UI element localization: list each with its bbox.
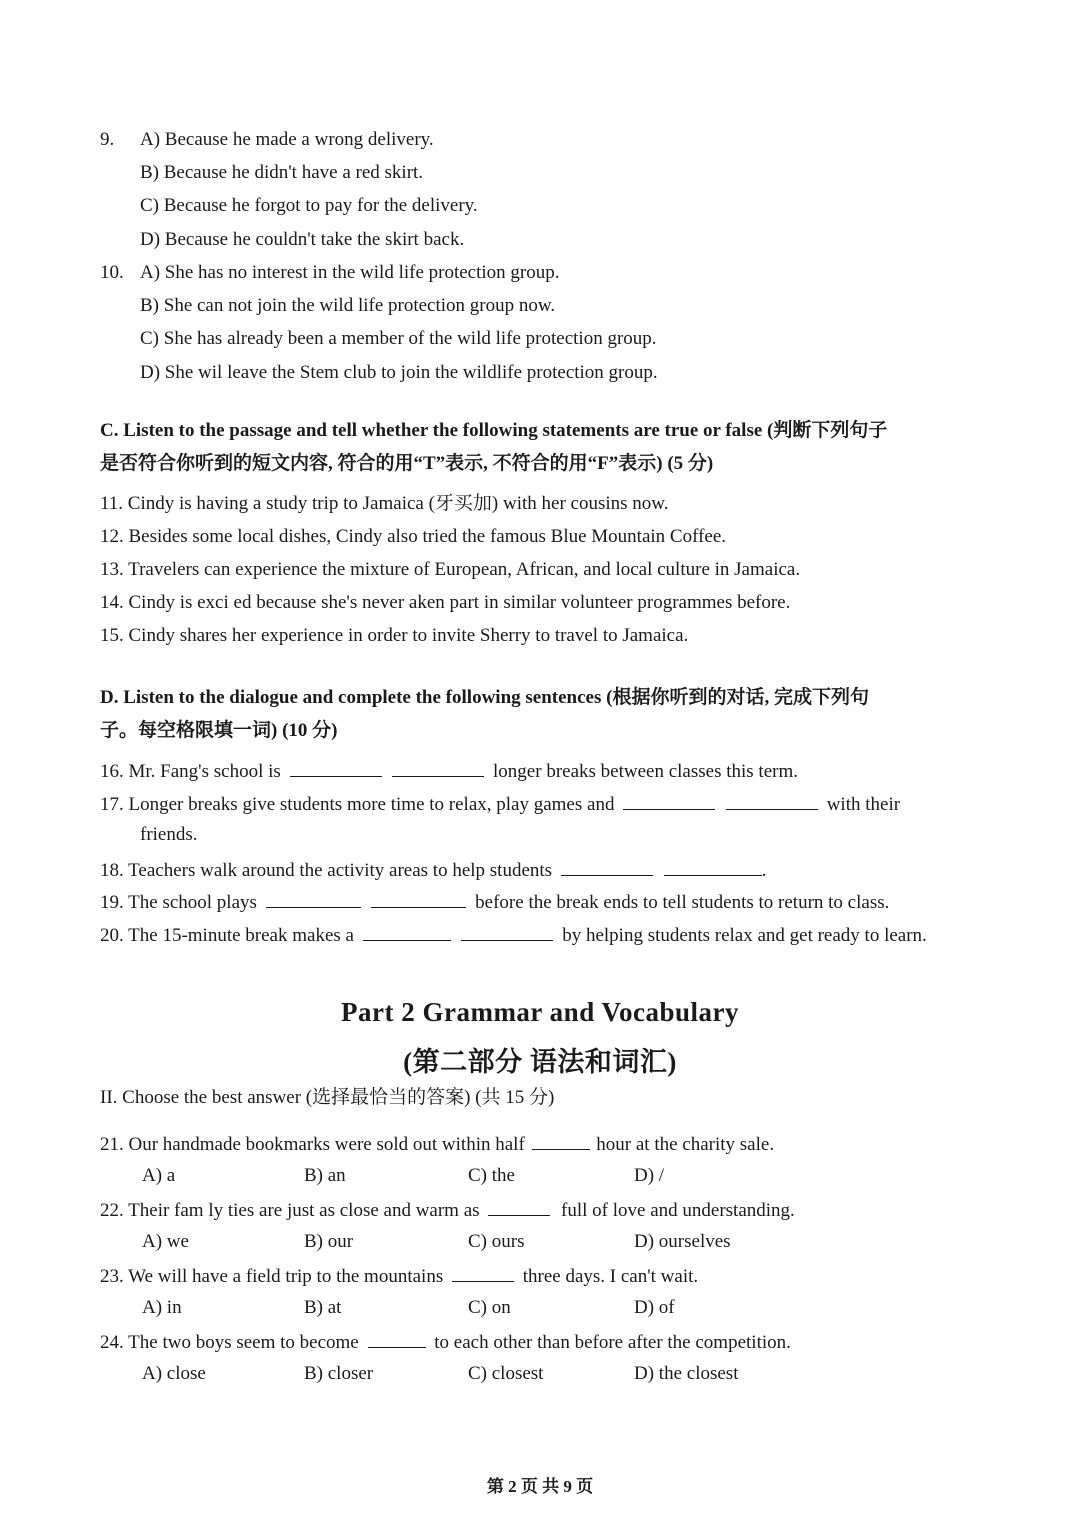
part-2-subtitle: (第二部分 语法和词汇) <box>403 1047 677 1077</box>
answer-blank[interactable] <box>623 791 715 810</box>
mc-question-24: 24. The two boys seem to become to each other than before after the competition. <box>100 1329 791 1355</box>
option-24b[interactable]: B) closer <box>304 1363 374 1384</box>
answer-blank[interactable] <box>371 889 466 908</box>
fill-sentence-17-continued: friends. <box>140 824 198 845</box>
option-24d[interactable]: D) the closest <box>634 1363 739 1384</box>
answer-blank[interactable] <box>488 1197 550 1216</box>
answer-blank[interactable] <box>363 922 451 941</box>
section-c-heading-line1: C. Listen to the passage and tell whether the following statements are true or false (判断下列句子 <box>100 420 888 441</box>
mc-question-23: 23. We will have a field trip to the mountains three days. I can't wait. <box>100 1263 698 1289</box>
answer-blank[interactable] <box>290 758 382 777</box>
mc-question-21: 21. Our handmade bookmarks were sold out within half hour at the charity sale. <box>100 1131 774 1157</box>
answer-blank[interactable] <box>532 1131 590 1150</box>
option-21c[interactable]: C) the <box>468 1165 515 1186</box>
page-number-footer: 第 2 页 共 9 页 <box>486 1477 594 1496</box>
option-9d: D) Because he couldn't take the skirt back. <box>140 229 465 250</box>
part-2-title: Part 2 Grammar and Vocabulary <box>341 997 739 1027</box>
option-23c[interactable]: C) on <box>468 1297 511 1318</box>
option-10d: D) She wil leave the Stem club to join the wildlife protection group. <box>140 362 658 383</box>
option-22d[interactable]: D) ourselves <box>634 1231 731 1252</box>
answer-blank[interactable] <box>266 889 361 908</box>
option-22a[interactable]: A) we <box>142 1231 189 1252</box>
tf-statement-11: 11. Cindy is having a study trip to Jamaica (牙买加) with her cousins now. <box>100 493 669 514</box>
option-9a: A) Because he made a wrong delivery. <box>140 129 434 150</box>
answer-blank[interactable] <box>561 857 653 876</box>
option-24c[interactable]: C) closest <box>468 1363 544 1384</box>
option-21b[interactable]: B) an <box>304 1165 346 1186</box>
tf-statement-12: 12. Besides some local dishes, Cindy also tried the famous Blue Mountain Coffee. <box>100 526 727 547</box>
option-23d[interactable]: D) of <box>634 1297 675 1318</box>
question-10 <box>100 261 124 285</box>
answer-blank[interactable] <box>392 758 484 777</box>
section-ii-heading: II. Choose the best answer (选择最恰当的答案) (共 15 分) <box>100 1087 555 1108</box>
option-24a[interactable]: A) close <box>142 1363 206 1384</box>
option-9b: B) Because he didn't have a red skirt. <box>140 162 424 183</box>
section-c-heading-line2: 是否符合你听到的短文内容, 符合的用“T”表示, 不符合的用“F”表示) (5 分) <box>100 453 714 474</box>
tf-statement-14: 14. Cindy is exci ed because she's never aken part in similar volunteer programmes before. <box>100 592 791 613</box>
question-number: 9. <box>100 129 115 150</box>
option-10a: A) She has no interest in the wild life protection group. <box>140 262 560 283</box>
option-21d[interactable]: D) / <box>634 1165 665 1186</box>
fill-sentence-16: 16. Mr. Fang's school is longer breaks between classes this term. <box>100 758 798 784</box>
option-22c[interactable]: C) ours <box>468 1231 525 1252</box>
option-22b[interactable]: B) our <box>304 1231 354 1252</box>
fill-sentence-20: 20. The 15-minute break makes a by helping students relax and get ready to learn. <box>100 922 927 948</box>
option-10b: B) She can not join the wild life protection group now. <box>140 295 556 316</box>
question-9 <box>100 128 114 152</box>
section-d-heading-line2: 子。每空格限填一词) (10 分) <box>100 720 338 741</box>
tf-statement-15: 15. Cindy shares her experience in order to invite Sherry to travel to Jamaica. <box>100 625 689 646</box>
option-21a[interactable]: A) a <box>142 1165 176 1186</box>
fill-sentence-17: 17. Longer breaks give students more time to relax, play games and with their <box>100 791 900 817</box>
answer-blank[interactable] <box>461 922 553 941</box>
mc-question-22: 22. Their fam ly ties are just as close and warm as full of love and understanding. <box>100 1197 795 1223</box>
option-23b[interactable]: B) at <box>304 1297 342 1318</box>
option-9c: C) Because he forgot to pay for the delivery. <box>140 195 478 216</box>
fill-sentence-18: 18. Teachers walk around the activity areas to help students . <box>100 857 766 883</box>
answer-blank[interactable] <box>368 1329 426 1348</box>
question-number: 10. <box>100 262 124 283</box>
section-d-heading-line1: D. Listen to the dialogue and complete the following sentences (根据你听到的对话, 完成下列句 <box>100 687 869 708</box>
answer-blank[interactable] <box>664 857 762 876</box>
option-10c: C) She has already been a member of the wild life protection group. <box>140 328 657 349</box>
option-23a[interactable]: A) in <box>142 1297 182 1318</box>
answer-blank[interactable] <box>452 1263 514 1282</box>
fill-sentence-19: 19. The school plays before the break ends to tell students to return to class. <box>100 889 889 915</box>
answer-blank[interactable] <box>726 791 818 810</box>
tf-statement-13: 13. Travelers can experience the mixture of European, African, and local culture in Jamaica. <box>100 559 801 580</box>
